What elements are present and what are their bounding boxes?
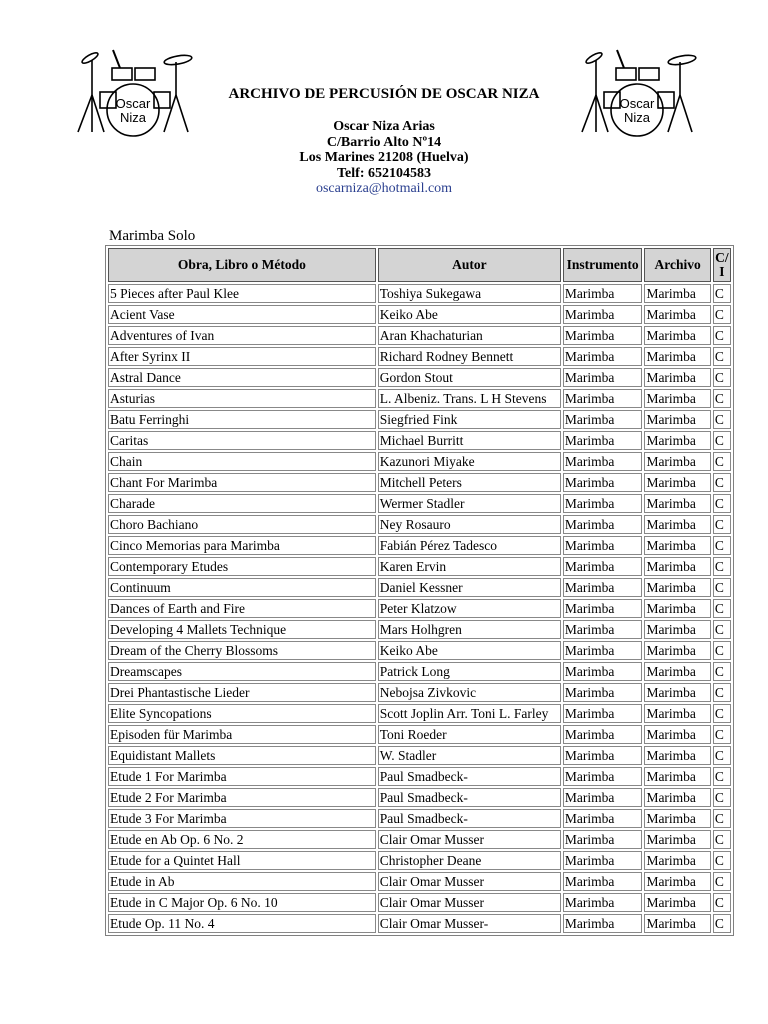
- cell-archivo: Marimba: [644, 494, 710, 513]
- cell-ci: C: [713, 494, 731, 513]
- table-row: [108, 494, 731, 513]
- cell-ci: C: [713, 893, 731, 912]
- cell-ci: C: [713, 641, 731, 660]
- cell-obra: Etude 1 For Marimba: [108, 767, 376, 786]
- cell-autor: Christopher Deane: [378, 851, 561, 870]
- cell-autor: Mitchell Peters: [378, 473, 561, 492]
- cell-autor: Mars Holhgren: [378, 620, 561, 639]
- cell-instrumento: Marimba: [563, 452, 643, 471]
- cell-ci: C: [713, 767, 731, 786]
- cell-autor: Keiko Abe: [378, 305, 561, 324]
- cell-ci: C: [713, 515, 731, 534]
- cell-archivo: Marimba: [644, 473, 710, 492]
- cell-instrumento: Marimba: [563, 788, 643, 807]
- table-row: [108, 830, 731, 849]
- table-row: [108, 788, 731, 807]
- cell-autor: Ney Rosauro: [378, 515, 561, 534]
- cell-autor: Kazunori Miyake: [378, 452, 561, 471]
- cell-instrumento: Marimba: [563, 284, 643, 303]
- cell-instrumento: Marimba: [563, 851, 643, 870]
- table-row: [108, 431, 731, 450]
- cell-archivo: Marimba: [644, 746, 710, 765]
- cell-obra: Elite Syncopations: [108, 704, 376, 723]
- contact-street: C/Barrio Alto Nº14: [326, 134, 442, 150]
- cell-instrumento: Marimba: [563, 767, 643, 786]
- cell-obra: Dances of Earth and Fire: [108, 599, 376, 618]
- cell-autor: Wermer Stadler: [378, 494, 561, 513]
- table-row: [108, 473, 731, 492]
- cell-instrumento: Marimba: [563, 326, 643, 345]
- cell-autor: Scott Joplin Arr. Toni L. Farley: [378, 704, 561, 723]
- cell-archivo: Marimba: [644, 704, 710, 723]
- cell-archivo: Marimba: [644, 767, 710, 786]
- table-row: [108, 284, 731, 303]
- cell-ci: C: [713, 410, 731, 429]
- header-archivo: Archivo: [644, 248, 710, 282]
- cell-archivo: Marimba: [644, 557, 710, 576]
- cell-obra: Astral Dance: [108, 368, 376, 387]
- cell-instrumento: Marimba: [563, 893, 643, 912]
- table-row: [108, 326, 731, 345]
- header-obra: Obra, Libro o Método: [108, 248, 376, 282]
- logo-text-line2: Niza: [623, 110, 651, 125]
- cell-autor: Clair Omar Musser: [378, 893, 561, 912]
- table-row: [108, 851, 731, 870]
- header-instrumento: Instrumento: [563, 248, 643, 282]
- table-row: [108, 914, 731, 933]
- cell-archivo: Marimba: [644, 431, 710, 450]
- cell-obra: Drei Phantastische Lieder: [108, 683, 376, 702]
- logo-text-line1: Oscar: [115, 96, 151, 111]
- cell-autor: Nebojsa Zivkovic: [378, 683, 561, 702]
- cell-obra: Etude 3 For Marimba: [108, 809, 376, 828]
- cell-archivo: Marimba: [644, 872, 710, 891]
- cell-obra: Acient Vase: [108, 305, 376, 324]
- cell-ci: C: [713, 830, 731, 849]
- cell-ci: C: [713, 347, 731, 366]
- cell-instrumento: Marimba: [563, 746, 643, 765]
- table-header-row: [108, 248, 731, 282]
- cell-instrumento: Marimba: [563, 704, 643, 723]
- cell-ci: C: [713, 305, 731, 324]
- cell-instrumento: Marimba: [563, 347, 643, 366]
- cell-instrumento: Marimba: [563, 515, 643, 534]
- cell-autor: Daniel Kessner: [378, 578, 561, 597]
- table-row: [108, 746, 731, 765]
- cell-autor: Aran Khachaturian: [378, 326, 561, 345]
- table-row: [108, 410, 731, 429]
- table-row: [108, 599, 731, 618]
- cell-ci: C: [713, 620, 731, 639]
- cell-ci: C: [713, 809, 731, 828]
- cell-archivo: Marimba: [644, 788, 710, 807]
- cell-ci: C: [713, 473, 731, 492]
- cell-autor: Paul Smadbeck-: [378, 809, 561, 828]
- cell-obra: Etude for a Quintet Hall: [108, 851, 376, 870]
- cell-obra: Continuum: [108, 578, 376, 597]
- cell-ci: C: [713, 746, 731, 765]
- cell-ci: C: [713, 914, 731, 933]
- cell-ci: C: [713, 599, 731, 618]
- contact-name: Oscar Niza Arias: [333, 119, 435, 134]
- cell-archivo: Marimba: [644, 410, 710, 429]
- cell-instrumento: Marimba: [563, 494, 643, 513]
- cell-archivo: Marimba: [644, 662, 710, 681]
- cell-ci: C: [713, 851, 731, 870]
- cell-instrumento: Marimba: [563, 809, 643, 828]
- cell-ci: C: [713, 326, 731, 345]
- cell-instrumento: Marimba: [563, 641, 643, 660]
- cell-autor: Clair Omar Musser: [378, 872, 561, 891]
- cell-autor: Peter Klatzow: [378, 599, 561, 618]
- cell-ci: C: [713, 431, 731, 450]
- cell-archivo: Marimba: [644, 683, 710, 702]
- cell-archivo: Marimba: [644, 368, 710, 387]
- cell-instrumento: Marimba: [563, 620, 643, 639]
- cell-instrumento: Marimba: [563, 389, 643, 408]
- table-row: [108, 704, 731, 723]
- cell-obra: Caritas: [108, 431, 376, 450]
- cell-ci: C: [713, 872, 731, 891]
- cell-autor: Clair Omar Musser-: [378, 914, 561, 933]
- cell-autor: Clair Omar Musser: [378, 830, 561, 849]
- cell-instrumento: Marimba: [563, 683, 643, 702]
- cell-instrumento: Marimba: [563, 305, 643, 324]
- table-row: [108, 725, 731, 744]
- cell-instrumento: Marimba: [563, 473, 643, 492]
- cell-instrumento: Marimba: [563, 599, 643, 618]
- cell-autor: Paul Smadbeck-: [378, 767, 561, 786]
- cell-archivo: Marimba: [644, 389, 710, 408]
- cell-ci: C: [713, 557, 731, 576]
- cell-archivo: Marimba: [644, 893, 710, 912]
- cell-archivo: Marimba: [644, 305, 710, 324]
- cell-archivo: Marimba: [644, 599, 710, 618]
- table-row: [108, 557, 731, 576]
- cell-obra: Etude en Ab Op. 6 No. 2: [108, 830, 376, 849]
- table-row: [108, 620, 731, 639]
- cell-autor: Toshiya Sukegawa: [378, 284, 561, 303]
- contact-block: [0, 119, 768, 181]
- table-row: [108, 389, 731, 408]
- cell-obra: Cinco Memorias para Marimba: [108, 536, 376, 555]
- table-row: [108, 515, 731, 534]
- cell-obra: Choro Bachiano: [108, 515, 376, 534]
- cell-instrumento: Marimba: [563, 557, 643, 576]
- cell-obra: Equidistant Mallets: [108, 746, 376, 765]
- contact-email-link[interactable]: oscarniza@hotmail.com: [315, 181, 453, 196]
- table-row: [108, 872, 731, 891]
- cell-archivo: Marimba: [644, 347, 710, 366]
- cell-obra: Batu Ferringhi: [108, 410, 376, 429]
- cell-ci: C: [713, 704, 731, 723]
- table-row: [108, 809, 731, 828]
- cell-obra: Contemporary Etudes: [108, 557, 376, 576]
- cell-autor: W. Stadler: [378, 746, 561, 765]
- table-row: [108, 305, 731, 324]
- cell-ci: C: [713, 284, 731, 303]
- logo-text-line2: Niza: [119, 110, 147, 125]
- cell-ci: C: [713, 662, 731, 681]
- cell-archivo: Marimba: [644, 578, 710, 597]
- header-autor: Autor: [378, 248, 561, 282]
- cell-archivo: Marimba: [644, 515, 710, 534]
- catalog-table: [105, 245, 734, 936]
- cell-archivo: Marimba: [644, 620, 710, 639]
- cell-instrumento: Marimba: [563, 536, 643, 555]
- cell-ci: C: [713, 452, 731, 471]
- table-row: [108, 767, 731, 786]
- cell-ci: C: [713, 536, 731, 555]
- page-title: ARCHIVO DE PERCUSIÓN DE OSCAR NIZA: [228, 86, 540, 102]
- cell-obra: Etude Op. 11 No. 4: [108, 914, 376, 933]
- cell-autor: Fabián Pérez Tadesco: [378, 536, 561, 555]
- cell-obra: Dream of the Cherry Blossoms: [108, 641, 376, 660]
- cell-ci: C: [713, 368, 731, 387]
- table-row: [108, 683, 731, 702]
- cell-archivo: Marimba: [644, 809, 710, 828]
- cell-instrumento: Marimba: [563, 368, 643, 387]
- cell-archivo: Marimba: [644, 536, 710, 555]
- cell-ci: C: [713, 725, 731, 744]
- cell-instrumento: Marimba: [563, 431, 643, 450]
- table-row: [108, 368, 731, 387]
- cell-autor: Paul Smadbeck-: [378, 788, 561, 807]
- table-row: [108, 641, 731, 660]
- cell-instrumento: Marimba: [563, 914, 643, 933]
- cell-obra: Asturias: [108, 389, 376, 408]
- cell-obra: Chant For Marimba: [108, 473, 376, 492]
- cell-ci: C: [713, 578, 731, 597]
- cell-instrumento: Marimba: [563, 578, 643, 597]
- cell-autor: Michael Burritt: [378, 431, 561, 450]
- table-row: [108, 578, 731, 597]
- cell-autor: Gordon Stout: [378, 368, 561, 387]
- cell-archivo: Marimba: [644, 452, 710, 471]
- header-ci: C/ I: [713, 248, 731, 282]
- cell-instrumento: Marimba: [563, 662, 643, 681]
- table-row: [108, 893, 731, 912]
- cell-obra: Charade: [108, 494, 376, 513]
- section-label: Marimba Solo: [109, 228, 196, 244]
- cell-autor: Siegfried Fink: [378, 410, 561, 429]
- cell-autor: Toni Roeder: [378, 725, 561, 744]
- cell-ci: C: [713, 683, 731, 702]
- cell-autor: Patrick Long: [378, 662, 561, 681]
- cell-instrumento: Marimba: [563, 872, 643, 891]
- cell-ci: C: [713, 389, 731, 408]
- cell-archivo: Marimba: [644, 326, 710, 345]
- table-row: [108, 347, 731, 366]
- cell-archivo: Marimba: [644, 641, 710, 660]
- cell-instrumento: Marimba: [563, 410, 643, 429]
- cell-obra: Dreamscapes: [108, 662, 376, 681]
- cell-ci: C: [713, 788, 731, 807]
- cell-obra: Adventures of Ivan: [108, 326, 376, 345]
- cell-obra: 5 Pieces after Paul Klee: [108, 284, 376, 303]
- cell-obra: Chain: [108, 452, 376, 471]
- table-row: [108, 452, 731, 471]
- contact-phone: Telf: 652104583: [337, 165, 431, 181]
- table-row: [108, 662, 731, 681]
- table-body: [108, 284, 731, 933]
- table-row: [108, 536, 731, 555]
- cell-archivo: Marimba: [644, 914, 710, 933]
- cell-archivo: Marimba: [644, 284, 710, 303]
- cell-obra: Etude in Ab: [108, 872, 376, 891]
- cell-obra: Developing 4 Mallets Technique: [108, 620, 376, 639]
- contact-city: Los Marines 21208 (Huelva): [299, 150, 469, 165]
- cell-instrumento: Marimba: [563, 830, 643, 849]
- cell-archivo: Marimba: [644, 851, 710, 870]
- cell-instrumento: Marimba: [563, 725, 643, 744]
- cell-obra: Episoden für Marimba: [108, 725, 376, 744]
- cell-archivo: Marimba: [644, 725, 710, 744]
- cell-obra: After Syrinx II: [108, 347, 376, 366]
- cell-obra: Etude in C Major Op. 6 No. 10: [108, 893, 376, 912]
- letterhead: [0, 86, 768, 197]
- cell-autor: L. Albeniz. Trans. L H Stevens: [378, 389, 561, 408]
- cell-obra: Etude 2 For Marimba: [108, 788, 376, 807]
- cell-autor: Karen Ervin: [378, 557, 561, 576]
- logo-text-line1: Oscar: [619, 96, 655, 111]
- cell-archivo: Marimba: [644, 830, 710, 849]
- cell-autor: Richard Rodney Bennett: [378, 347, 561, 366]
- cell-autor: Keiko Abe: [378, 641, 561, 660]
